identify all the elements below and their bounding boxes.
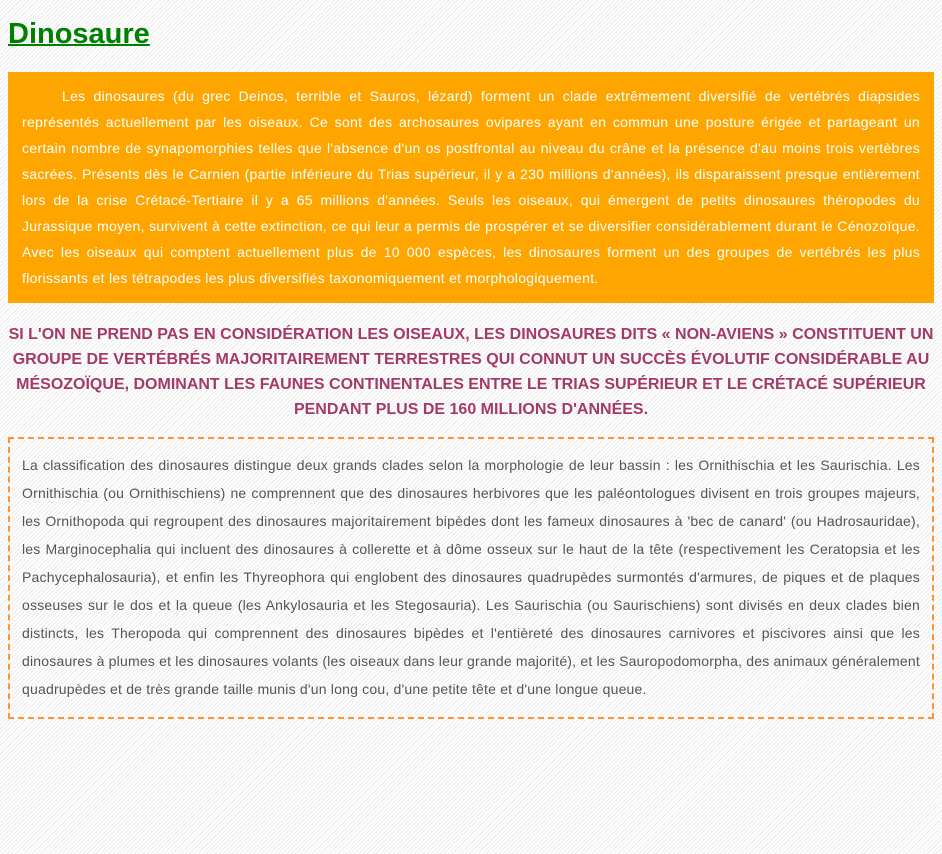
intro-highlight-box [8, 72, 934, 303]
non-avian-statement-text: SI L'ON NE PREND PAS EN CONSIDÉRATION LES OISEAUX, LES DINOSAURES DITS « NON-AVIENS » CONSTITUENT UN GROUPE DE VERTÉBRÉS MAJORITAIREMENT TERRESTRES QUI CONNUT UN SUCCÈS ÉVOLUTIF CONSIDÉRABLE AU MÉSOZOÏQUE, DOMINANT LES FAUNES CONTINENTALES ENTRE LE TRIAS SUPÉRIEUR ET LE CRÉTACÉ SUPÉRIEUR PENDANT PLUS DE 160 MILLIONS D'ANNÉES. [8, 326, 934, 418]
classification-dashed-box [8, 437, 934, 719]
intro-paragraph: Les dinosaures (du grec Deinos, terrible et Sauros, lézard) forment un clade extrêmement diversifié de vertébrés diapsides représentés actuellement par les oiseaux. Ce sont des archosaures ovipares ayant en commun une posture érigée et partageant un certain nombre de synapomorphies telles que l'absence d'un os postfrontal au niveau du crâne et la présence d'au moins trois vertèbres sacrées. Présents dès le Carnien (partie inférieure du Trias supérieur, il y a 230 millions d'années), ils disparaissent presque entièrement lors de la crise Crétacé-Tertiaire il y a 65 millions d'années. Seuls les oiseaux, qui émergent de petits dinosaures théropodes du Jurassique moyen, survivent à cette extinction, ce qui leur a permis de prospérer et se diversifier considérablement durant le Cénozoïque. Avec les oiseaux qui comptent actuellement plus de 10 000 espèces, les dinosaures forment un des groupes de vertébrés les plus florissants et les tétrapodes les plus diversifiés taxonomiquement et morphologiquement. [22, 88, 920, 286]
classification-paragraph: La classification des dinosaures distingue deux grands clades selon la morphologie de leur bassin : les Ornithischia et les Saurischia. Les Ornithischia (ou Ornithischiens) ne comprennent que des dinosaures herbivores que les paléontologues divisent en trois groupes majeurs, les Ornithopoda qui regroupent des dinosaures majoritairement bipèdes dont les fameux dinosaures à 'bec de canard' (ou Hadrosauridae), les Marginocephalia qui incluent des dinosaures à collerette et à dôme osseux sur le haut de la tête (respectivement les Ceratopsia et les Pachycephalosauria), et enfin les Thyreophora qui englobent des dinosaures quadrupèdes surmontés d'armures, de piques et de plaques osseuses sur le dos et la queue (les Ankylosauria et les Stegosauria). Les Saurischia (ou Saurischiens) sont divisés en deux clades bien distincts, les Theropoda qui comprennent des dinosaures bipèdes et l'entièreté des dinosaures carnivores et piscivores ainsi que les dinosaures à plumes et les dinosaures volants (les oiseaux dans leur grande majorité), et les Sauropodomorpha, des animaux généralement quadrupèdes et de très grande taille munis d'un long cou, d'une petite tête et d'une longue queue. [22, 457, 920, 697]
page-title-link[interactable]: Dinosaure [8, 18, 150, 50]
non-avian-statement-block [8, 322, 934, 422]
dinosaur-article-page [0, 17, 942, 854]
page-title [8, 17, 934, 51]
